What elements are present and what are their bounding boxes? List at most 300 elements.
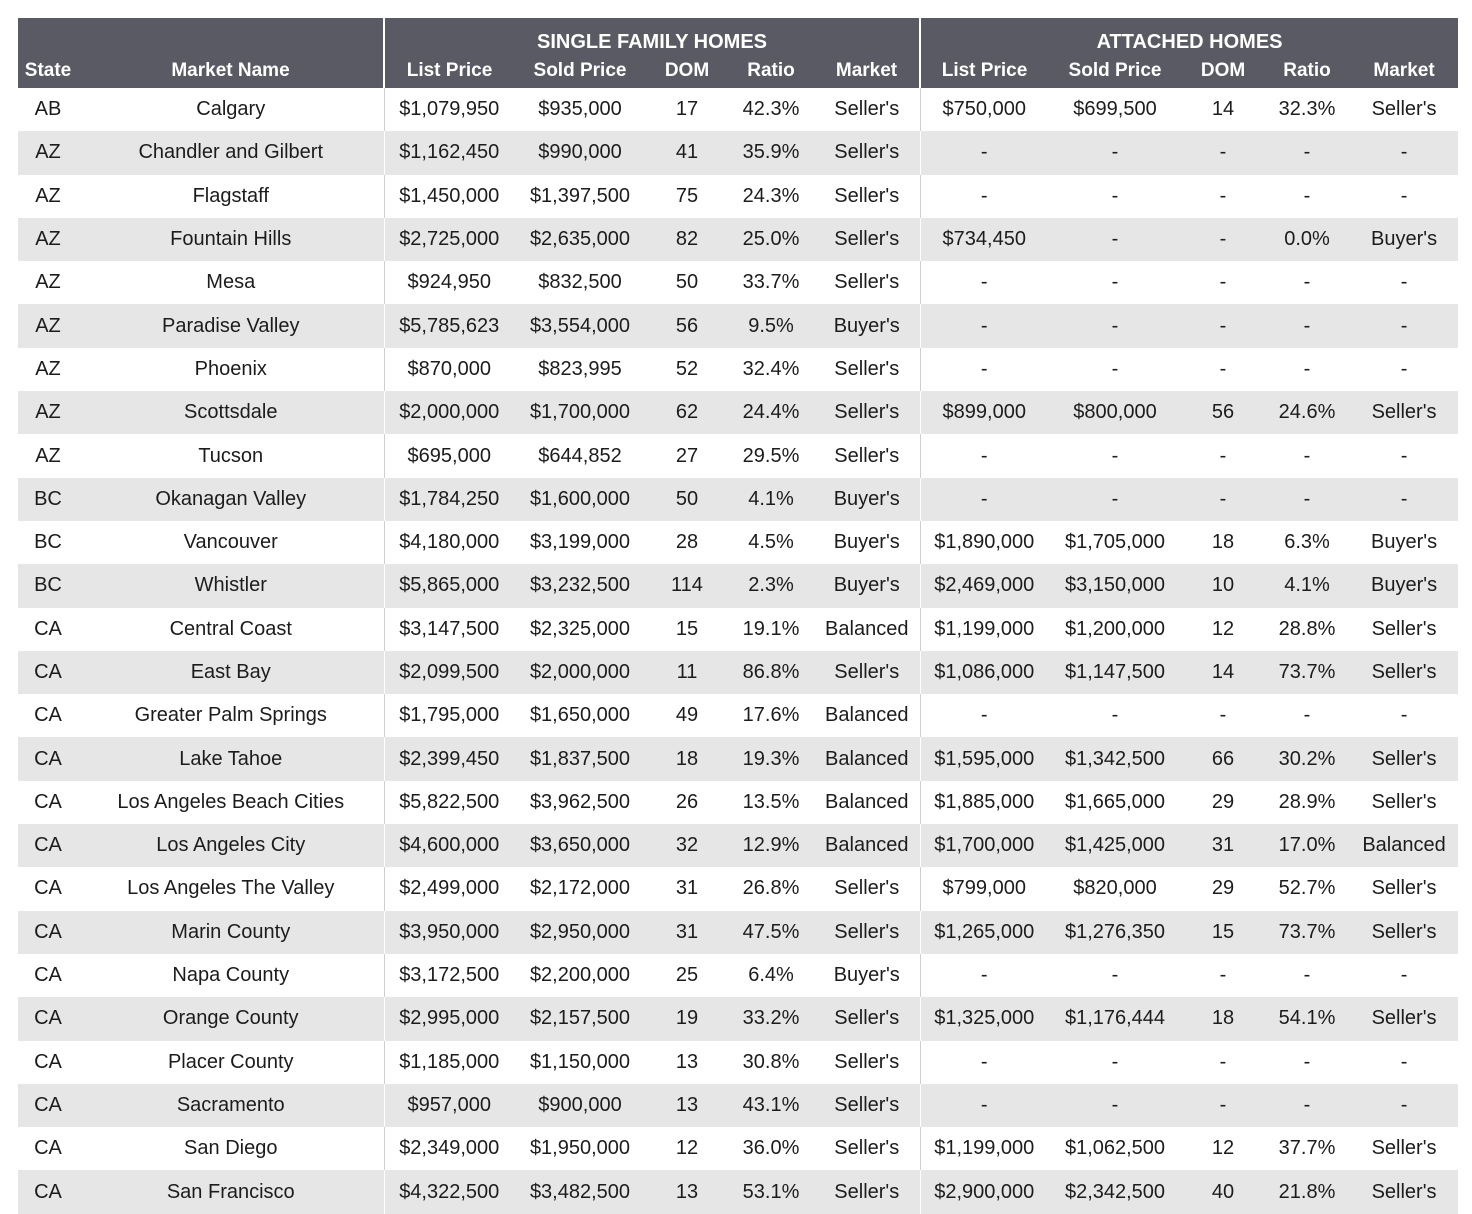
cell-sf-market: Seller's (814, 651, 920, 694)
table-row (18, 824, 1458, 867)
cell-state: AZ (18, 391, 78, 434)
cell-at-sold-price: $1,176,444 (1048, 997, 1182, 1040)
cell-sf-list-price: $695,000 (407, 444, 491, 467)
cell-at-market: Seller's (1371, 1137, 1437, 1160)
table-row (18, 564, 1458, 607)
cell-sf-market: Balanced (814, 824, 920, 867)
cell-sf-market: Balanced (814, 608, 920, 651)
cell-sf-list-price: $2,995,000 (384, 997, 514, 1040)
cell-at-ratio: - (1303, 444, 1311, 467)
cell-sf-list-price: $3,172,500 (399, 964, 500, 987)
table-row (18, 304, 1458, 347)
cell-sf-dom: 50 (646, 478, 728, 521)
cell-at-ratio: - (1264, 478, 1350, 521)
cell-sf-ratio: 19.1% (742, 617, 800, 640)
cell-at-dom: 18 (1182, 997, 1264, 1040)
cell-at-list-price: - (980, 964, 988, 987)
cell-at-market: - (1350, 131, 1458, 174)
cell-state: CA (18, 824, 78, 867)
cell-at-dom: - (1219, 444, 1227, 467)
cell-state: AZ (35, 444, 61, 467)
cell-sf-ratio: 26.8% (742, 877, 800, 900)
cell-at-market: - (1350, 304, 1458, 347)
table-row (18, 88, 1458, 131)
table-row (18, 261, 1458, 304)
cell-sf-market: Seller's (814, 218, 920, 261)
cell-sf-dom: 41 (646, 131, 728, 174)
table-row (18, 521, 1458, 564)
cell-at-sold-price: - (1111, 704, 1119, 727)
cell-sf-market: Seller's (814, 88, 920, 131)
group-header-row (18, 18, 1458, 54)
cell-sf-ratio: 24.3% (742, 184, 800, 207)
cell-at-dom: 14 (1211, 98, 1235, 121)
cell-market-name: Orange County (78, 997, 384, 1040)
cell-sf-dom: 13 (646, 1170, 728, 1213)
cell-market-name: Paradise Valley (78, 304, 384, 347)
cell-state: AZ (35, 271, 61, 294)
cell-at-ratio: 4.1% (1264, 564, 1350, 607)
cell-sf-market: Seller's (814, 261, 920, 304)
cell-at-sold-price: - (1048, 218, 1182, 261)
cell-at-list-price: $734,450 (920, 218, 1048, 261)
cell-at-ratio: 73.7% (1264, 911, 1350, 954)
cell-at-market: - (1400, 271, 1408, 294)
col-header-sf-dom: DOM (646, 54, 728, 88)
cell-at-sold-price: - (1111, 357, 1119, 380)
cell-sf-list-price: $1,450,000 (399, 184, 500, 207)
cell-market-name: East Bay (78, 651, 384, 694)
cell-sf-ratio: 43.1% (728, 1084, 814, 1127)
cell-market-name: Tucson (78, 434, 384, 477)
table-row (18, 651, 1458, 694)
cell-at-list-price: - (980, 357, 988, 380)
cell-sf-sold-price: $1,950,000 (529, 1137, 631, 1160)
cell-market-name: Mesa (78, 261, 384, 304)
cell-at-sold-price: $820,000 (1073, 877, 1157, 900)
cell-market-name: Okanagan Valley (78, 478, 384, 521)
cell-at-list-price: $750,000 (942, 98, 1026, 121)
cell-at-sold-price: $1,062,500 (1064, 1137, 1166, 1160)
cell-state: CA (34, 877, 62, 900)
cell-market-name: Greater Palm Springs (78, 694, 384, 737)
col-header-sf-ratio: Ratio (728, 54, 814, 88)
cell-market-name: Fountain Hills (78, 218, 384, 261)
cell-sf-sold-price: $644,852 (538, 444, 622, 467)
cell-market-name: Lake Tahoe (78, 737, 384, 780)
cell-state: AZ (35, 357, 61, 380)
col-header-state: State (18, 54, 78, 88)
cell-at-market: - (1400, 964, 1408, 987)
cell-at-ratio: - (1303, 184, 1311, 207)
cell-at-market: Seller's (1350, 1170, 1458, 1213)
cell-sf-ratio: 9.5% (728, 304, 814, 347)
table-row (18, 867, 1458, 910)
cell-sf-ratio: 6.4% (748, 964, 794, 987)
cell-state: CA (34, 1137, 62, 1160)
cell-sf-ratio: 19.3% (728, 737, 814, 780)
cell-at-sold-price: $1,200,000 (1064, 617, 1166, 640)
cell-sf-dom: 56 (646, 304, 728, 347)
cell-at-ratio: - (1303, 964, 1311, 987)
cell-at-dom: - (1182, 304, 1264, 347)
cell-sf-ratio: 13.5% (742, 790, 800, 813)
cell-at-market: Buyer's (1350, 218, 1458, 261)
cell-market-name: Los Angeles Beach Cities (78, 781, 384, 824)
cell-at-dom: 12 (1211, 617, 1235, 640)
cell-sf-sold-price: $1,700,000 (514, 391, 646, 434)
cell-at-market: Seller's (1350, 911, 1458, 954)
cell-market-name: Calgary (78, 88, 384, 131)
table-row (18, 1041, 1458, 1084)
cell-sf-list-price: $3,950,000 (384, 911, 514, 954)
cell-state: CA (18, 651, 78, 694)
group-header-blank (18, 18, 384, 54)
cell-state: CA (34, 704, 62, 727)
cell-sf-sold-price: $3,650,000 (514, 824, 646, 867)
cell-market-name: San Francisco (78, 1170, 384, 1213)
cell-sf-sold-price: $3,232,500 (514, 564, 646, 607)
cell-at-dom: 56 (1182, 391, 1264, 434)
cell-at-dom: - (1182, 1084, 1264, 1127)
cell-sf-market: Seller's (814, 434, 920, 477)
cell-state: CA (34, 1050, 62, 1073)
cell-at-dom: 15 (1182, 911, 1264, 954)
cell-at-sold-price: $1,147,500 (1048, 651, 1182, 694)
cell-sf-market: Seller's (814, 131, 920, 174)
cell-sf-market: Seller's (814, 1127, 920, 1170)
cell-sf-list-price: $2,399,450 (384, 737, 514, 780)
cell-at-ratio: 30.2% (1264, 737, 1350, 780)
cell-at-sold-price: $699,500 (1073, 98, 1157, 121)
cell-at-market: Seller's (1350, 651, 1458, 694)
cell-sf-ratio: 25.0% (728, 218, 814, 261)
cell-at-dom: - (1182, 478, 1264, 521)
cell-sf-market: Seller's (814, 348, 920, 391)
cell-sf-list-price: $924,950 (407, 271, 491, 294)
cell-at-market: Seller's (1371, 790, 1437, 813)
cell-sf-dom: 75 (675, 184, 699, 207)
col-header-at-market: Market (1350, 54, 1458, 88)
cell-sf-ratio: 33.2% (728, 997, 814, 1040)
cell-sf-list-price: $2,099,500 (384, 651, 514, 694)
col-header-at-dom: DOM (1182, 54, 1264, 88)
group-header-single-family: SINGLE FAMILY HOMES (384, 18, 920, 54)
cell-sf-market: Seller's (814, 997, 920, 1040)
cell-at-list-price: - (980, 704, 988, 727)
cell-at-market: Seller's (1371, 877, 1437, 900)
table-row (18, 218, 1458, 261)
cell-sf-ratio: 4.1% (728, 478, 814, 521)
cell-sf-list-price: $4,600,000 (384, 824, 514, 867)
cell-sf-dom: 32 (646, 824, 728, 867)
cell-at-list-price: $1,595,000 (920, 737, 1048, 780)
cell-sf-list-price: $5,785,623 (384, 304, 514, 347)
cell-sf-ratio: 30.8% (742, 1050, 800, 1073)
table-row (18, 478, 1458, 521)
cell-at-sold-price: - (1111, 1050, 1119, 1073)
cell-sf-dom: 28 (675, 531, 699, 554)
cell-at-ratio: - (1303, 357, 1311, 380)
cell-at-market: - (1350, 1084, 1458, 1127)
cell-sf-dom: 52 (675, 357, 699, 380)
col-header-sf-sold-price: Sold Price (514, 54, 646, 88)
cell-at-market: Seller's (1371, 617, 1437, 640)
cell-market-name: Scottsdale (78, 391, 384, 434)
cell-at-market: Seller's (1371, 98, 1437, 121)
cell-sf-sold-price: $1,837,500 (514, 737, 646, 780)
table-body (18, 88, 1458, 1214)
cell-at-list-price: $1,199,000 (934, 1137, 1035, 1160)
cell-at-ratio: 37.7% (1278, 1137, 1336, 1160)
cell-sf-sold-price: $2,950,000 (514, 911, 646, 954)
cell-at-list-price: - (920, 131, 1048, 174)
cell-sf-dom: 13 (675, 1050, 699, 1073)
cell-at-sold-price: $800,000 (1048, 391, 1182, 434)
cell-at-ratio: 73.7% (1264, 651, 1350, 694)
cell-at-ratio: 52.7% (1278, 877, 1336, 900)
table-row (18, 1127, 1458, 1170)
table-row (18, 781, 1458, 824)
col-header-sf-list-price: List Price (384, 54, 514, 88)
cell-sf-list-price: $1,784,250 (384, 478, 514, 521)
cell-at-market: Buyer's (1350, 564, 1458, 607)
cell-at-ratio: 17.0% (1264, 824, 1350, 867)
cell-at-sold-price: - (1048, 131, 1182, 174)
cell-sf-dom: 26 (675, 790, 699, 813)
cell-at-dom: - (1182, 218, 1264, 261)
market-table (18, 18, 1458, 1214)
cell-sf-dom: 25 (675, 964, 699, 987)
cell-at-sold-price: $1,342,500 (1048, 737, 1182, 780)
cell-sf-dom: 82 (646, 218, 728, 261)
cell-at-market: - (1400, 444, 1408, 467)
table-row (18, 434, 1458, 477)
cell-sf-sold-price: $2,172,000 (529, 877, 631, 900)
cell-state: CA (18, 1170, 78, 1213)
cell-sf-sold-price: $1,650,000 (529, 704, 631, 727)
cell-sf-list-price: $5,865,000 (384, 564, 514, 607)
cell-sf-sold-price: $2,200,000 (529, 964, 631, 987)
cell-sf-dom: 114 (646, 564, 728, 607)
cell-at-list-price: - (920, 1084, 1048, 1127)
group-header-attached: ATTACHED HOMES (920, 18, 1458, 54)
cell-sf-ratio: 33.7% (742, 271, 800, 294)
cell-sf-dom: 13 (646, 1084, 728, 1127)
cell-market-name: Whistler (78, 564, 384, 607)
cell-market-name: Sacramento (78, 1084, 384, 1127)
cell-sf-list-price: $957,000 (384, 1084, 514, 1127)
col-header-sf-market: Market (814, 54, 920, 88)
cell-state: CA (18, 1084, 78, 1127)
cell-at-market: Seller's (1350, 391, 1458, 434)
cell-sf-dom: 31 (675, 877, 699, 900)
cell-at-market: - (1400, 704, 1408, 727)
table-row (18, 608, 1458, 651)
cell-at-sold-price: - (1111, 184, 1119, 207)
cell-sf-list-price: $870,000 (407, 357, 491, 380)
cell-at-sold-price: - (1111, 271, 1119, 294)
cell-sf-market: Balanced (814, 781, 920, 824)
cell-at-ratio: - (1264, 1084, 1350, 1127)
cell-sf-market: Seller's (814, 1084, 920, 1127)
cell-sf-market: Buyer's (814, 478, 920, 521)
cell-market-name: Los Angeles The Valley (78, 867, 384, 910)
cell-at-list-price: $1,700,000 (920, 824, 1048, 867)
cell-state: AZ (18, 304, 78, 347)
cell-sf-market: Seller's (814, 391, 920, 434)
cell-market-name: Central Coast (78, 608, 384, 651)
cell-at-sold-price: $1,276,350 (1048, 911, 1182, 954)
cell-at-list-price: $1,325,000 (920, 997, 1048, 1040)
cell-market-name: Chandler and Gilbert (78, 131, 384, 174)
cell-at-list-price: $1,885,000 (934, 790, 1035, 813)
cell-at-sold-price: - (1111, 964, 1119, 987)
cell-sf-market: Seller's (814, 175, 920, 218)
table-row (18, 911, 1458, 954)
table-row (18, 348, 1458, 391)
cell-at-sold-price: $1,665,000 (1064, 790, 1166, 813)
cell-at-market: Seller's (1350, 997, 1458, 1040)
cell-sf-ratio: 47.5% (728, 911, 814, 954)
cell-at-list-price: - (980, 184, 988, 207)
table-row (18, 131, 1458, 174)
cell-sf-ratio: 12.9% (728, 824, 814, 867)
cell-at-ratio: - (1303, 704, 1311, 727)
cell-sf-market: Seller's (814, 911, 920, 954)
cell-market-name: Napa County (78, 954, 384, 997)
cell-sf-ratio: 86.8% (728, 651, 814, 694)
cell-market-name: San Diego (78, 1127, 384, 1170)
cell-at-ratio: 0.0% (1264, 218, 1350, 261)
cell-sf-ratio: 24.4% (728, 391, 814, 434)
cell-sf-dom: 27 (675, 444, 699, 467)
cell-sf-dom: 31 (646, 911, 728, 954)
col-header-at-ratio: Ratio (1264, 54, 1350, 88)
cell-at-list-price: - (920, 304, 1048, 347)
cell-sf-list-price: $2,499,000 (399, 877, 500, 900)
cell-sf-sold-price: $2,000,000 (514, 651, 646, 694)
cell-at-sold-price: - (1048, 1084, 1182, 1127)
cell-at-list-price: $1,086,000 (920, 651, 1048, 694)
cell-at-list-price: $799,000 (942, 877, 1026, 900)
cell-at-ratio: 28.9% (1278, 790, 1336, 813)
cell-at-dom: - (1219, 357, 1227, 380)
cell-sf-list-price: $2,349,000 (399, 1137, 500, 1160)
cell-market-name: Placer County (78, 1041, 384, 1084)
cell-at-dom: 12 (1211, 1137, 1235, 1160)
cell-at-market: Balanced (1350, 824, 1458, 867)
cell-sf-sold-price: $1,397,500 (529, 184, 631, 207)
table-row (18, 997, 1458, 1040)
cell-sf-list-price: $1,162,450 (384, 131, 514, 174)
cell-sf-sold-price: $900,000 (514, 1084, 646, 1127)
cell-at-ratio: 28.8% (1278, 617, 1336, 640)
cell-sf-dom: 12 (675, 1137, 699, 1160)
cell-sf-sold-price: $3,962,500 (529, 790, 631, 813)
cell-sf-ratio: 36.0% (742, 1137, 800, 1160)
cell-at-dom: 18 (1211, 531, 1235, 554)
cell-at-ratio: 24.6% (1264, 391, 1350, 434)
cell-sf-market: Seller's (814, 867, 920, 910)
cell-at-list-price: $1,890,000 (934, 531, 1035, 554)
cell-sf-ratio: 4.5% (748, 531, 794, 554)
col-header-at-sold-price: Sold Price (1048, 54, 1182, 88)
cell-sf-dom: 18 (646, 737, 728, 780)
table-row (18, 1084, 1458, 1127)
cell-state: CA (34, 790, 62, 813)
cell-sf-sold-price: $3,482,500 (514, 1170, 646, 1213)
cell-state: CA (18, 737, 78, 780)
cell-at-market: - (1400, 357, 1408, 380)
cell-market-name: Phoenix (78, 348, 384, 391)
table-row (18, 954, 1458, 997)
cell-sf-dom: 17 (675, 98, 699, 121)
cell-state: AB (34, 98, 62, 121)
cell-at-ratio: - (1264, 304, 1350, 347)
cell-sf-list-price: $1,079,950 (399, 98, 500, 121)
cell-at-dom: - (1182, 131, 1264, 174)
cell-at-list-price: - (920, 478, 1048, 521)
cell-at-dom: - (1219, 184, 1227, 207)
cell-at-dom: - (1219, 271, 1227, 294)
cell-at-dom: - (1219, 704, 1227, 727)
cell-sf-list-price: $4,322,500 (384, 1170, 514, 1213)
cell-at-market: Buyer's (1371, 531, 1438, 554)
cell-market-name: Marin County (78, 911, 384, 954)
cell-sf-sold-price: $1,150,000 (529, 1050, 631, 1073)
cell-sf-ratio: 29.5% (742, 444, 800, 467)
cell-sf-ratio: 35.9% (728, 131, 814, 174)
cell-sf-dom: 49 (675, 704, 699, 727)
cell-state: BC (18, 478, 78, 521)
cell-at-dom: 40 (1182, 1170, 1264, 1213)
cell-state: CA (18, 997, 78, 1040)
cell-at-market: Seller's (1350, 737, 1458, 780)
cell-sf-market: Seller's (814, 1041, 920, 1084)
cell-sf-market: Buyer's (814, 954, 920, 997)
cell-market-name: Flagstaff (78, 175, 384, 218)
cell-at-list-price: - (980, 271, 988, 294)
cell-sf-dom: 19 (646, 997, 728, 1040)
cell-sf-sold-price: $2,635,000 (514, 218, 646, 261)
cell-state: BC (18, 564, 78, 607)
cell-sf-list-price: $4,180,000 (399, 531, 500, 554)
cell-at-ratio: - (1303, 1050, 1311, 1073)
cell-sf-sold-price: $935,000 (538, 98, 622, 121)
cell-at-dom: - (1219, 964, 1227, 987)
cell-at-sold-price: $3,150,000 (1048, 564, 1182, 607)
cell-state: CA (34, 964, 62, 987)
cell-sf-ratio: 53.1% (728, 1170, 814, 1213)
col-header-market-name: Market Name (78, 54, 384, 88)
cell-at-ratio: - (1264, 131, 1350, 174)
cell-at-market: - (1400, 1050, 1408, 1073)
cell-sf-market: Buyer's (814, 564, 920, 607)
cell-at-list-price: $899,000 (920, 391, 1048, 434)
cell-at-ratio: 32.3% (1278, 98, 1336, 121)
cell-sf-sold-price: $2,157,500 (514, 997, 646, 1040)
cell-sf-market: Buyer's (814, 521, 920, 564)
cell-sf-market: Balanced (814, 737, 920, 780)
cell-market-name: Vancouver (78, 521, 384, 564)
cell-at-list-price: $2,469,000 (920, 564, 1048, 607)
cell-sf-list-price: $3,147,500 (399, 617, 500, 640)
cell-sf-sold-price: $832,500 (538, 271, 622, 294)
cell-at-sold-price: $1,705,000 (1064, 531, 1166, 554)
cell-sf-sold-price: $990,000 (514, 131, 646, 174)
cell-at-dom: 29 (1211, 877, 1235, 900)
